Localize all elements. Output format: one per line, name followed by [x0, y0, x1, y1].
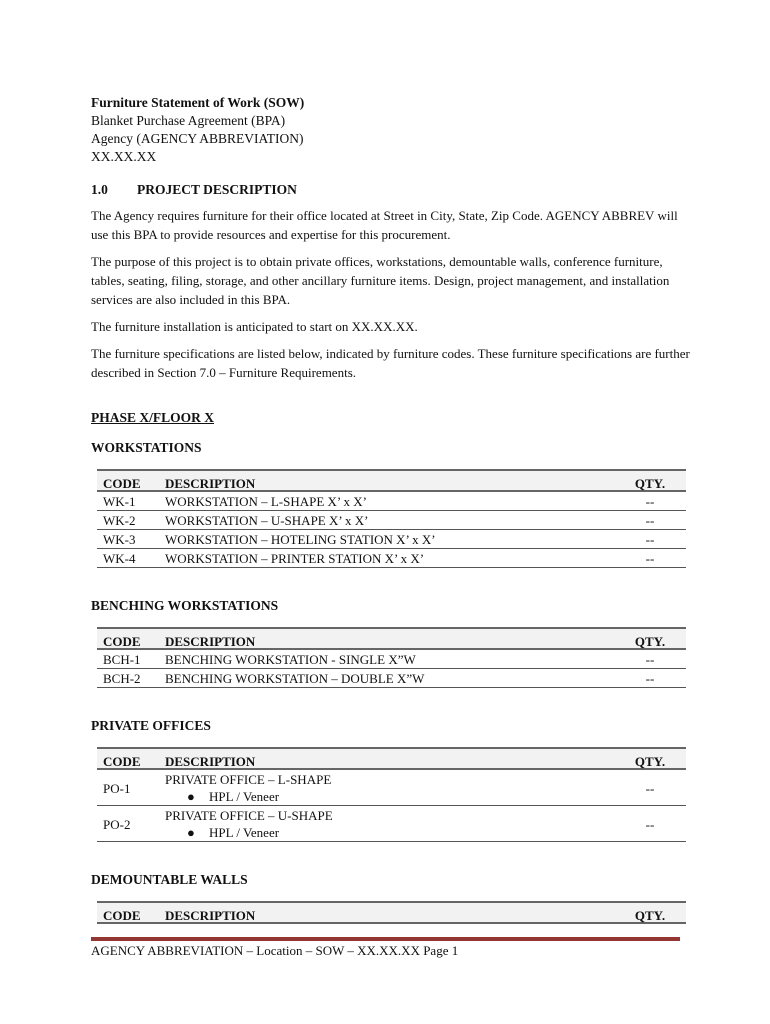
section-heading	[91, 182, 691, 198]
section-number: 1.0	[91, 182, 108, 197]
cell-code: PO-2	[97, 806, 159, 842]
paragraph: The purpose of this project is to obtain private offices, workstations, demountable walls, conference furniture, tables, seating, filing, storage, and other ancillary furniture items. Design, project management, and installation services are also included in this BPA.	[91, 254, 670, 307]
header-line-bpa: Blanket Purchase Agreement (BPA)	[91, 113, 286, 128]
cell-qty: --	[614, 806, 686, 842]
private-offices-heading: PRIVATE OFFICES	[91, 718, 211, 733]
table-row	[97, 511, 686, 530]
document-title: Furniture Statement of Work (SOW)	[91, 95, 305, 110]
table-row	[97, 806, 686, 842]
paragraph: The Agency requires furniture for their office located at Street in City, State, Zip Code. AGENCY ABBREV will use this BPA to provide resources and expertise for this procurement.	[91, 208, 678, 242]
bullet-item	[165, 824, 608, 841]
header-code: CODE	[97, 470, 159, 491]
table-row	[97, 769, 686, 806]
header-qty: QTY.	[614, 748, 686, 769]
cell-qty: --	[614, 549, 686, 568]
table-row	[97, 669, 686, 688]
table-row	[97, 549, 686, 568]
cell-code: PO-1	[97, 769, 159, 806]
demountable-walls-heading: DEMOUNTABLE WALLS	[91, 872, 248, 887]
description-text: PRIVATE OFFICE – L-SHAPE	[165, 772, 332, 787]
benching-table	[97, 627, 686, 688]
header-code: CODE	[97, 902, 159, 923]
page-footer: AGENCY ABBREVIATION – Location – SOW – XX.XX.XX Page 1	[91, 943, 459, 958]
header-line-agency: Agency (AGENCY ABBREVIATION)	[91, 131, 304, 146]
cell-description: WORKSTATION – L-SHAPE X’ x X’	[159, 491, 614, 511]
demountable-walls-table	[97, 901, 686, 924]
cell-description: BENCHING WORKSTATION – DOUBLE X”W	[159, 669, 614, 688]
benching-heading: BENCHING WORKSTATIONS	[91, 598, 279, 613]
header-line-date: XX.XX.XX	[91, 149, 157, 164]
cell-description	[159, 806, 614, 842]
cell-qty: --	[614, 769, 686, 806]
table-header-row	[97, 902, 686, 923]
bullet-text: HPL / Veneer	[209, 789, 280, 804]
table-header-row	[97, 470, 686, 491]
bullet-icon: ●	[187, 789, 195, 804]
workstations-table	[97, 469, 686, 568]
description-text: PRIVATE OFFICE – U-SHAPE	[165, 808, 333, 823]
cell-qty: --	[614, 669, 686, 688]
header-description: DESCRIPTION	[159, 470, 614, 491]
cell-description: BENCHING WORKSTATION - SINGLE X”W	[159, 649, 614, 669]
cell-code: BCH-1	[97, 649, 159, 669]
workstations-heading: WORKSTATIONS	[91, 440, 202, 455]
cell-qty: --	[614, 511, 686, 530]
bullet-icon: ●	[187, 825, 195, 840]
cell-qty: --	[614, 530, 686, 549]
cell-code: WK-2	[97, 511, 159, 530]
cell-code: WK-1	[97, 491, 159, 511]
table-header-row	[97, 628, 686, 649]
header-description: DESCRIPTION	[159, 748, 614, 769]
cell-description: WORKSTATION – HOTELING STATION X’ x X’	[159, 530, 614, 549]
cell-description	[159, 769, 614, 806]
header-qty: QTY.	[614, 470, 686, 491]
table-row	[97, 649, 686, 669]
bullet-item	[165, 788, 608, 805]
document-page	[91, 94, 691, 924]
cell-qty: --	[614, 649, 686, 669]
cell-code: WK-3	[97, 530, 159, 549]
footer-rule	[91, 937, 680, 941]
cell-description: WORKSTATION – U-SHAPE X’ x X’	[159, 511, 614, 530]
paragraph: The furniture installation is anticipated to start on XX.XX.XX.	[91, 319, 418, 334]
paragraph: The furniture specifications are listed below, indicated by furniture codes. These furniture specifications are further described in Section 7.0 – Furniture Requirements.	[91, 346, 690, 380]
section-title: PROJECT DESCRIPTION	[137, 182, 297, 197]
cell-code: BCH-2	[97, 669, 159, 688]
header-description: DESCRIPTION	[159, 628, 614, 649]
header-qty: QTY.	[614, 902, 686, 923]
cell-description: WORKSTATION – PRINTER STATION X’ x X’	[159, 549, 614, 568]
header-qty: QTY.	[614, 628, 686, 649]
cell-code: WK-4	[97, 549, 159, 568]
header-code: CODE	[97, 628, 159, 649]
document-header	[91, 94, 691, 166]
table-header-row	[97, 748, 686, 769]
header-code: CODE	[97, 748, 159, 769]
table-row	[97, 491, 686, 511]
cell-qty: --	[614, 491, 686, 511]
bullet-text: HPL / Veneer	[209, 825, 280, 840]
phase-heading: PHASE X/FLOOR X	[91, 410, 215, 425]
table-row	[97, 530, 686, 549]
header-description: DESCRIPTION	[159, 902, 614, 923]
private-offices-table	[97, 747, 686, 842]
